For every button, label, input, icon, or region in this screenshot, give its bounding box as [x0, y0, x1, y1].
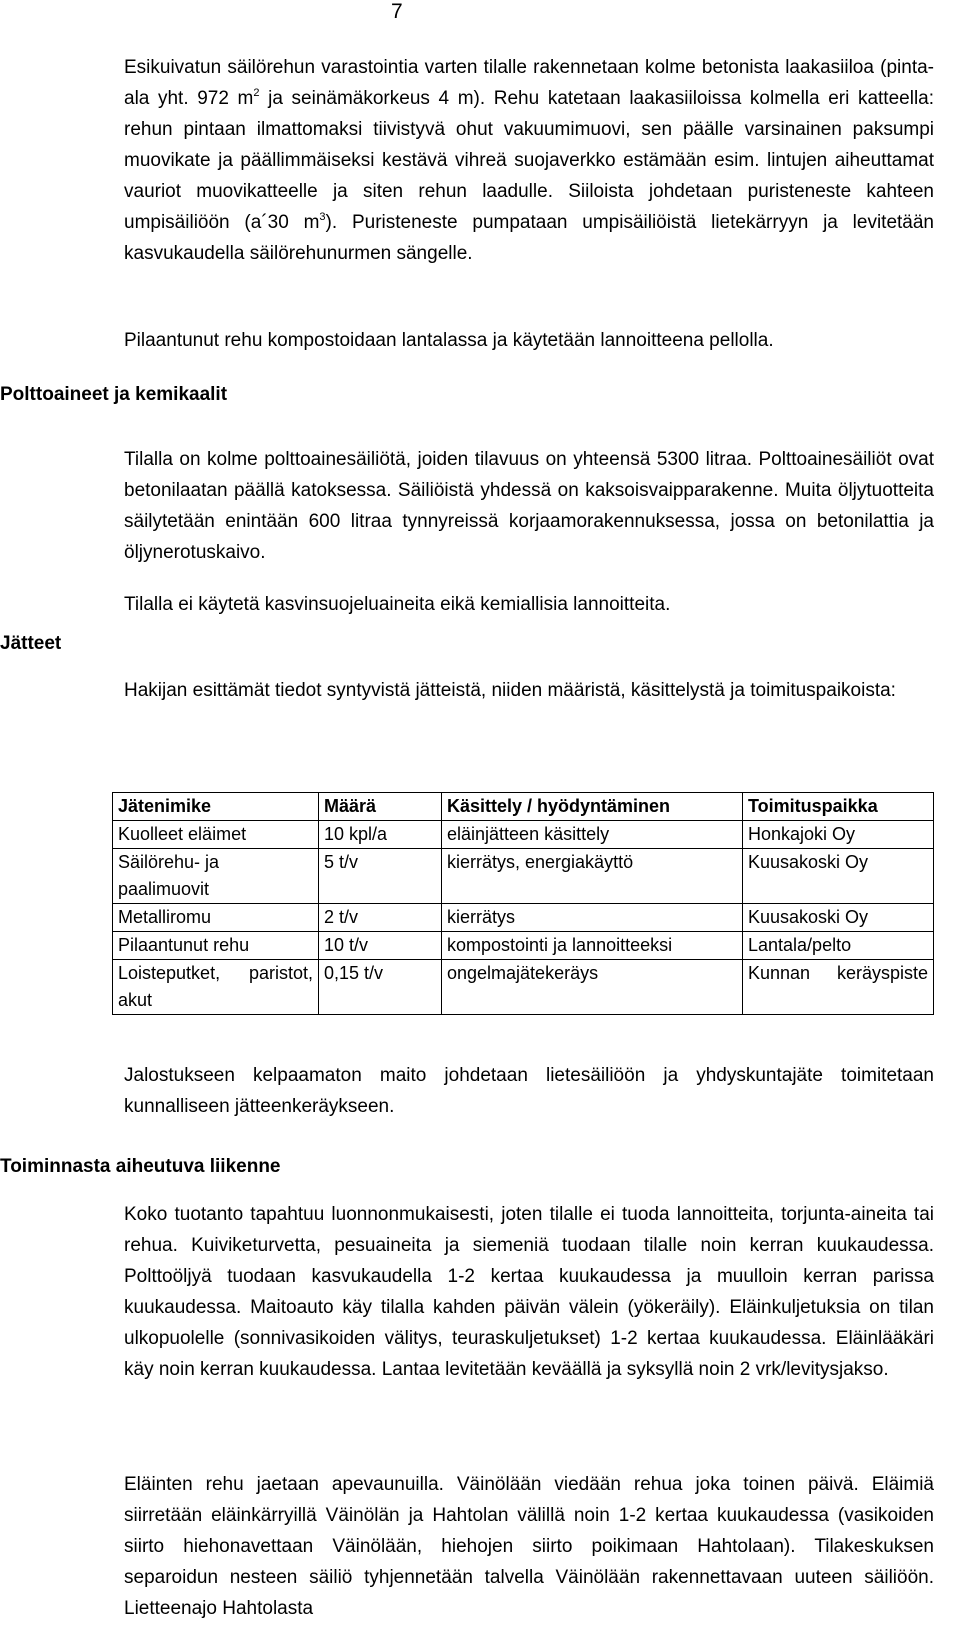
table-cell: kierrätys, energiakäyttö — [442, 849, 743, 904]
table-cell: 2 t/v — [319, 904, 442, 932]
table-cell: 10 t/v — [319, 932, 442, 960]
table-cell: 5 t/v — [319, 849, 442, 904]
table-cell: Pilaantunut rehu — [113, 932, 319, 960]
table-row — [113, 960, 934, 1015]
table-cell: kompostointi ja lannoitteeksi — [442, 932, 743, 960]
table-cell: Lantala/pelto — [743, 932, 934, 960]
table-row — [113, 821, 934, 849]
waste-after-paragraph: Jalostukseen kelpaamaton maito johdetaan lietesäiliöön ja yhdyskuntajäte toimitetaan kunnalliseen jätteenkeräykseen. — [124, 1065, 934, 1117]
header-cell: Määrä — [319, 793, 442, 821]
table-cell: Kuusakoski Oy — [743, 849, 934, 904]
table-cell: Kuolleet eläimet — [113, 821, 319, 849]
silage-text-c: ). Puristeneste pumpataan umpisäiliöistä lietekärryyn ja levitetään kasvukaudella säilörehunurmen sängelle. — [124, 212, 935, 264]
waste-heading: Jätteet — [0, 633, 62, 654]
table-cell: 0,15 t/v — [319, 960, 442, 1015]
header-cell: Jätenimike — [113, 793, 319, 821]
table-cell: Kunnan keräyspiste — [743, 960, 934, 1015]
spoiled-feed-paragraph: Pilaantunut rehu kompostoidaan lantalassa ja käytetään lannoitteena pellolla. — [124, 330, 774, 351]
table-cell: Loisteputket, paristot, akut — [113, 960, 319, 1015]
table-cell: eläinjätteen käsittely — [442, 821, 743, 849]
table-cell: Säilörehu- ja paalimuovit — [113, 849, 319, 904]
superscript-area: 2 — [253, 87, 260, 99]
table-row — [113, 849, 934, 904]
waste-intro: Hakijan esittämät tiedot syntyvistä jätteistä, niiden määristä, käsittelystä ja toimituspaikoista: — [124, 680, 896, 701]
table-header-row — [113, 793, 934, 821]
fuels-paragraph: Tilalla on kolme polttoainesäiliötä, joiden tilavuus on yhteensä 5300 litraa. Polttoainesäiliöt ovat betonilaatan päällä katoksessa. Säiliöistä yhdessä on kaksoisvaipparakenne. Muita öljytuotteita säilytetään enintään 600 litraa tynnyreissä korjaamorakennuksessa, jossa on betonilattia ja öljynerotuskaivo. — [124, 449, 934, 563]
table-cell: kierrätys — [442, 904, 743, 932]
silage-text-a: Esikuivatun säilörehun varastointia varten tilalle rakennetaan kolme betonista laakasiiloa (pinta-ala yht. 972 m — [124, 57, 934, 109]
header-cell: Käsittely / hyödyntäminen — [442, 793, 743, 821]
fuels-heading: Polttoaineet ja kemikaalit — [0, 384, 228, 405]
traffic-paragraph-1: Koko tuotanto tapahtuu luonnonmukaisesti, joten tilalle ei tuoda lannoitteita, torjunta-aineita tai rehua. Kuiviketurvetta, pesuaineita ja siemeniä tuodaan tilalle noin kerran kuukaudessa. Polttoöljyä tuodaan kasvukaudella 1-2 kertaa kuukaudessa ja muulloin kerran parissa kuukaudessa. Maitoauto käy tilalla kahden päivän välein (yökeräily). Eläinkuljetuksia on tilan ulkopuolelle (sonnivasikoiden välitys, teuraskuljetukset) 1-2 kertaa kuukaudessa. Eläinlääkäri käy noin kerran kuukaudessa. Lantaa levitetään keväällä ja syksyllä noin 2 vrk/levitysjakso. — [124, 1204, 934, 1380]
header-cell: Toimituspaikka — [743, 793, 934, 821]
table-cell: Honkajoki Oy — [743, 821, 934, 849]
waste-table — [112, 792, 934, 1015]
table-row — [113, 932, 934, 960]
silage-paragraph — [124, 52, 934, 269]
silage-text-b: ja seinämäkorkeus 4 m). Rehu katetaan laakasiiloissa kolmella eri katteella: rehun pintaan ilmattomaksi tiivistyvä ohut vakuumimuovi, sen päälle varsinainen paksumpi muovikate ja päällimmäiseksi kestävä vihreä suojaverkko estämään esim. lintujen aiheuttamat vauriot muovikatteelle ja siten rehun laadulle. Siiloista johdetaan puristeneste kahteen umpisäiliöön (a´30 m — [124, 88, 935, 233]
table-cell: Metalliromu — [113, 904, 319, 932]
table-cell: ongelmajätekeräys — [442, 960, 743, 1015]
traffic-paragraph-2: Eläinten rehu jaetaan apevaunuilla. Väinölään viedään rehua joka toinen päivä. Eläimiä siirretään eläinkärryillä Väinölän ja Hahtolan välillä noin 1-2 kertaa kuukaudessa (vasikoiden siirto hiehonavettaan Väinölään, hiehojen siirto poikimaan Hahtolaan). Tilakeskuksen separoidun nesteen säiliö tyhjennetään talvella Väinölään rakennettavaan uuteen säiliöön. Lietteenajo Hahtolasta — [124, 1474, 934, 1619]
table-cell: 10 kpl/a — [319, 821, 442, 849]
traffic-heading: Toiminnasta aiheutuva liikenne — [0, 1156, 281, 1177]
table-cell: Kuusakoski Oy — [743, 904, 934, 932]
page-number: 7 — [391, 0, 403, 23]
superscript-volume: 3 — [319, 211, 326, 223]
table-row — [113, 904, 934, 932]
pesticides-paragraph: Tilalla ei käytetä kasvinsuojeluaineita eikä kemiallisia lannoitteita. — [124, 594, 671, 615]
